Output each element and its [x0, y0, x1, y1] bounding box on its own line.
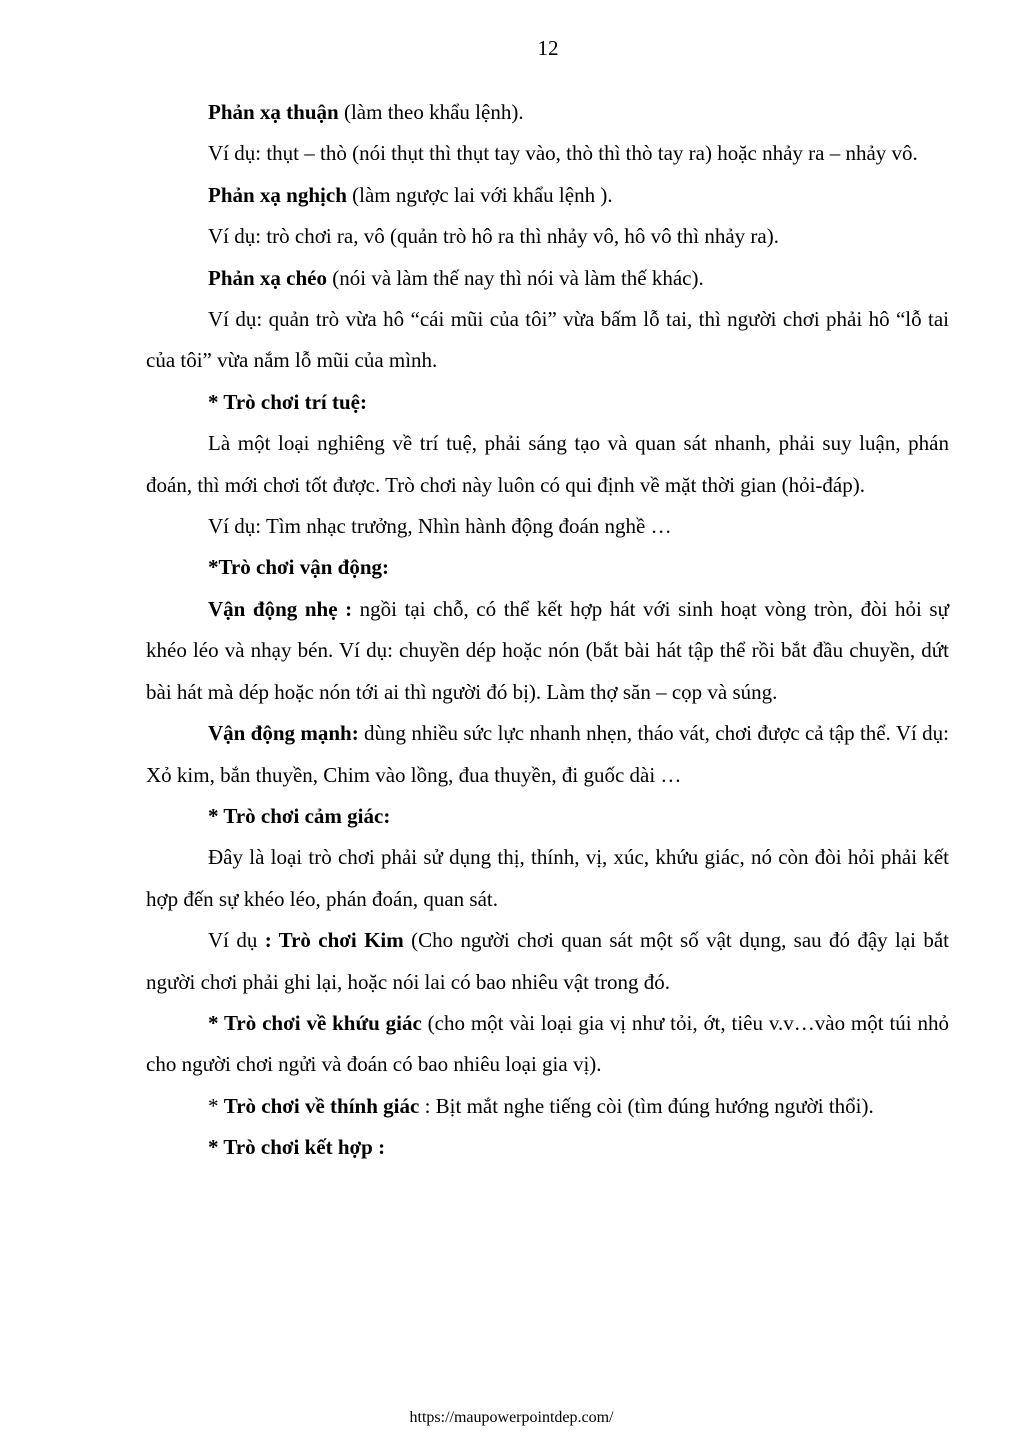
paragraph: Là một loại nghiêng về trí tuệ, phải sáng tạo và quan sát nhanh, phải suy luận, phán đoán, thì mới chơi tốt được. Trò chơi này luôn có qui định về mặt thời gian (hỏi-đáp). — [146, 431, 949, 497]
paragraph: Đây là loại trò chơi phải sử dụng thị, thính, vị, xúc, khứu giác, nó còn đòi hỏi phải kết hợp đến sự khéo léo, phán đoán, quan sát. — [146, 845, 949, 911]
paragraph: * Trò chơi về khứu giác (cho một vài loại gia vị như tỏi, ớt, tiêu v.v…vào một túi nhỏ cho người chơi ngửi và đoán có bao nhiêu loại gia vị). — [146, 1010, 949, 1077]
paragraph: Vận động nhẹ : ngồi tại chỗ, có thể kết hợp hát với sinh hoạt vòng tròn, đòi hỏi sự khéo léo và nhạy bén. Ví dụ: chuyền dép hoặc nón (bắt bài hát tập thể rồi bắt đầu chuyền, dứt bài hát mà dép hoặc nón tới ai thì người đó bị). Làm thợ săn – cọp và súng. — [146, 596, 949, 704]
footer-url: https://maupowerpointdep.com/ — [409, 1409, 614, 1426]
paragraph: Phản xạ chéo (nói và làm thế nay thì nói và làm thế khác). — [208, 265, 704, 290]
paragraph: Ví dụ: thụt – thò (nói thụt thì thụt tay vào, thò thì thò tay ra) hoặc nhảy ra – nhảy vô. — [208, 141, 918, 166]
section-heading: * Trò chơi cảm giác: — [208, 803, 391, 828]
page-number: 12 — [537, 36, 559, 60]
paragraph: Ví dụ: Tìm nhạc trưởng, Nhìn hành động đoán nghề … — [208, 514, 672, 539]
document-body — [146, 92, 949, 1169]
section-heading: *Trò chơi vận động: — [208, 555, 390, 580]
paragraph: Ví dụ : Trò chơi Kim (Cho người chơi quan sát một số vật dụng, sau đó đậy lại bắt người chơi phải ghi lại, hoặc nói lai có bao nhiêu vật trong đó. — [146, 928, 950, 994]
paragraph: Phản xạ nghịch (làm ngược lai với khẩu lệnh ). — [208, 182, 613, 207]
paragraph: * Trò chơi về thính giác : Bịt mắt nghe tiếng còi (tìm đúng hướng người thổi). — [208, 1093, 874, 1118]
paragraph: Ví dụ: quản trò vừa hô “cái mũi của tôi” vừa bấm lỗ tai, thì người chơi phải hô “lỗ tai của tôi” vừa nắm lỗ mũi của mình. — [146, 307, 949, 373]
paragraph: Ví dụ: trò chơi ra, vô (quản trò hô ra thì nhảy vô, hô vô thì nhảy ra). — [208, 224, 779, 249]
section-heading: * Trò chơi kết hợp : — [208, 1135, 386, 1160]
paragraph: Vận động mạnh: dùng nhiều sức lực nhanh nhẹn, tháo vát, chơi được cả tập thể. Ví dụ: Xỏ kim, bắn thuyền, Chim vào lồng, đua thuyền, đi guốc dài … — [146, 721, 949, 787]
paragraph: Phản xạ thuận (làm theo khẩu lệnh). — [208, 100, 524, 124]
section-heading: * Trò chơi trí tuệ: — [208, 389, 367, 414]
